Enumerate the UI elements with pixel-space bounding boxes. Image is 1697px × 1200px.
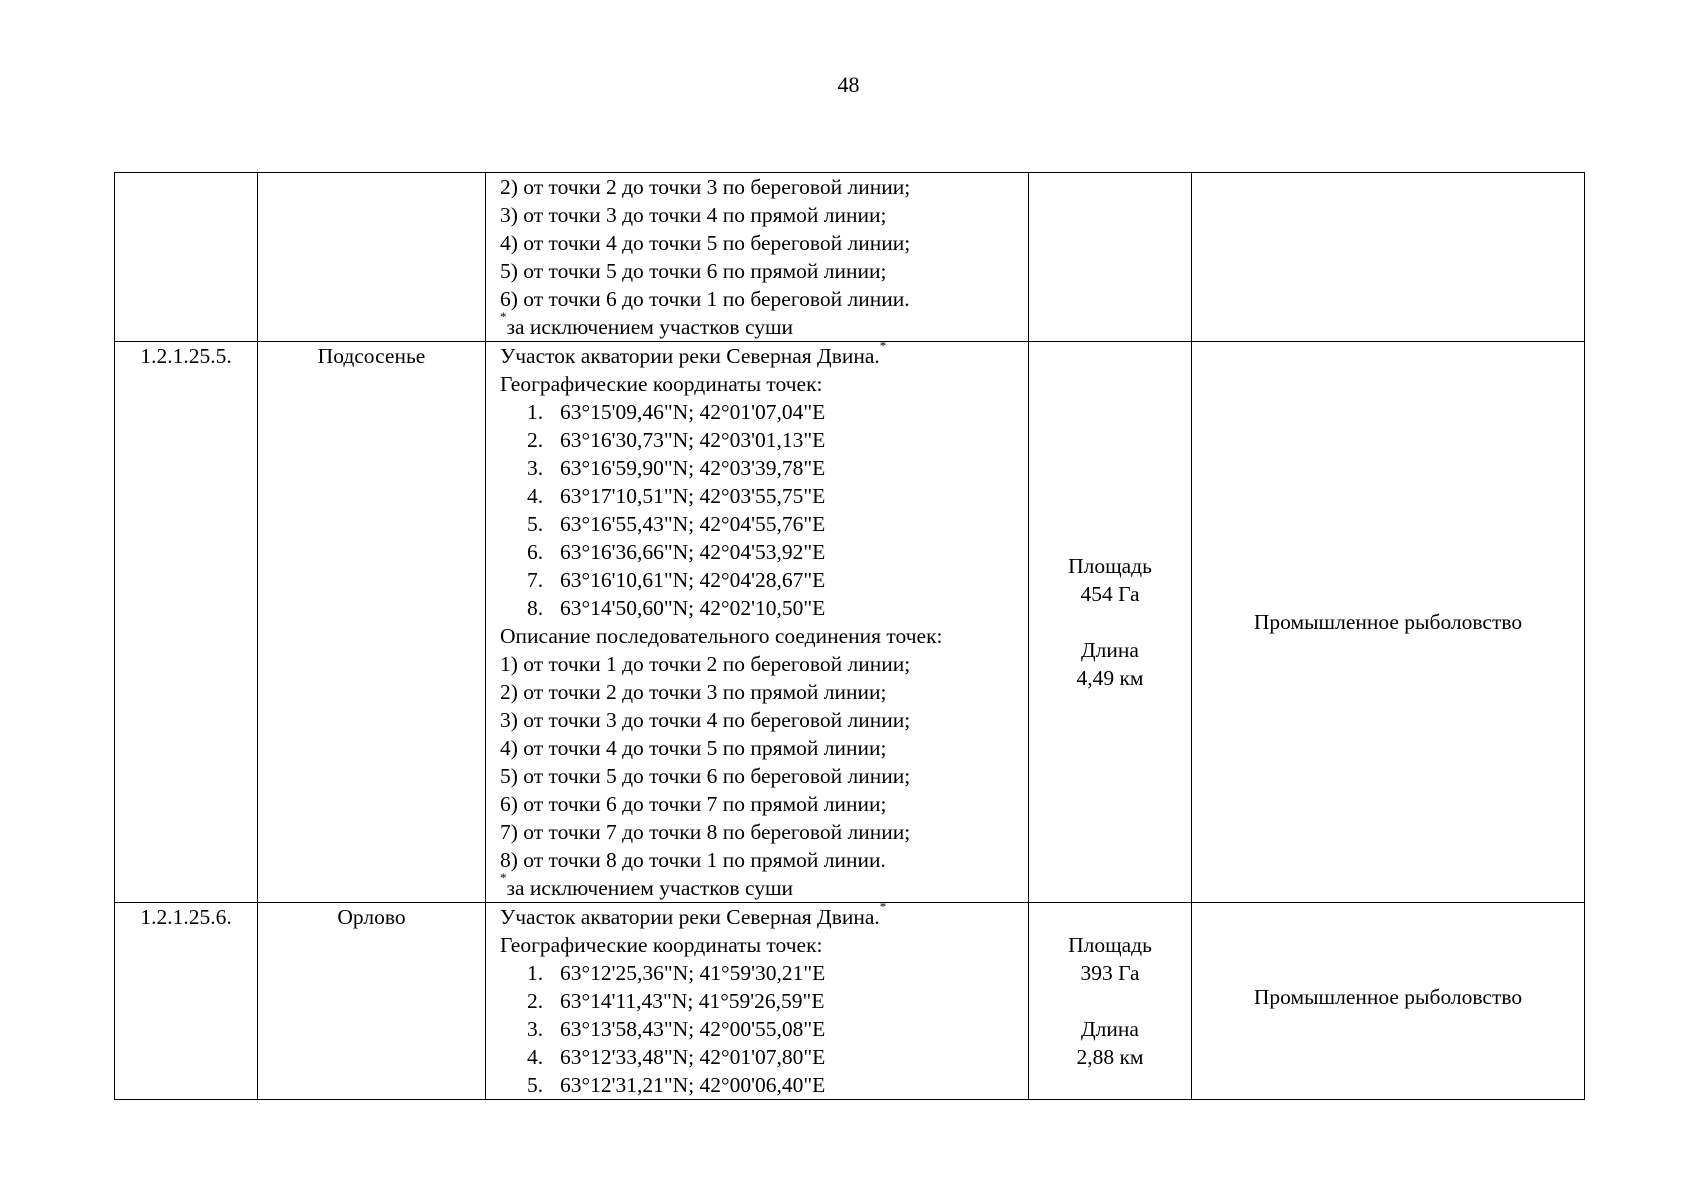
length-value: 2,88 км	[1076, 1045, 1144, 1069]
coordinate-number: 5.	[527, 512, 544, 536]
coordinate-number: 1.	[527, 961, 544, 985]
footnote	[500, 870, 1028, 902]
sequence-line: 6) от точки 6 до точки 7 по прямой линии;	[500, 792, 887, 816]
coordinate-number: 1.	[527, 400, 544, 424]
fishing-areas-table	[114, 172, 1585, 1100]
spacer	[1029, 987, 1191, 1015]
coordinate-value: 63°14'11,43"N; 41°59'26,59"E	[560, 989, 825, 1013]
area-name: Подсосенье	[258, 342, 486, 903]
coordinate-number: 8.	[527, 596, 544, 620]
sequence-line: 1) от точки 1 до точки 2 по береговой линии;	[500, 652, 911, 676]
coords-heading: Географические координаты точек:	[500, 372, 823, 396]
coordinate-item	[500, 398, 1028, 426]
coordinate-value: 63°16'55,43"N; 42°04'55,76"E	[560, 512, 826, 536]
page-number: 48	[837, 72, 860, 97]
table-row	[115, 342, 1585, 903]
area-title	[500, 338, 1028, 370]
sequence-heading: Описание последовательного соединения точек:	[500, 624, 943, 648]
sequence-line: 3) от точки 3 до точки 4 по прямой линии;	[500, 203, 887, 227]
description-cell	[486, 338, 1029, 903]
type-cell	[1192, 173, 1585, 342]
size-cell	[1029, 903, 1192, 1100]
area-label: Площадь	[1068, 554, 1152, 578]
sequence-line: 2) от точки 2 до точки 3 по прямой линии;	[500, 680, 887, 704]
footnote	[500, 309, 1028, 341]
area-title	[500, 899, 1028, 931]
coordinate-value: 63°12'31,21"N; 42°00'06,40"E	[560, 1073, 826, 1097]
coordinate-value: 63°13'58,43"N; 42°00'55,08"E	[560, 1017, 826, 1041]
coordinate-value: 63°17'10,51"N; 42°03'55,75"E	[560, 484, 826, 508]
sequence-line: 2) от точки 2 до точки 3 по береговой линии;	[500, 175, 911, 199]
area-value: 393 Га	[1080, 961, 1140, 985]
footnote-text: за исключением участков суши	[506, 315, 794, 339]
length-value: 4,49 км	[1076, 666, 1144, 690]
area-name: Орлово	[258, 903, 486, 1100]
coordinate-value: 63°12'33,48"N; 42°01'07,80"E	[560, 1045, 826, 1069]
spacer	[1029, 608, 1191, 636]
sequence-line: 8) от точки 8 до точки 1 по прямой линии.	[500, 848, 886, 872]
coordinate-item	[500, 538, 1028, 566]
coordinate-item	[500, 454, 1028, 482]
title-footnote-mark: *	[879, 899, 887, 914]
footnote-text: за исключением участков суши	[506, 876, 794, 900]
area-title-text: Участок акватории реки Северная Двина.	[500, 344, 880, 368]
coordinate-number: 6.	[527, 540, 544, 564]
coordinate-item	[500, 1043, 1028, 1071]
coordinate-item	[500, 1071, 1028, 1099]
coordinate-value: 63°16'36,66"N; 42°04'53,92"E	[560, 540, 826, 564]
coordinate-value: 63°16'30,73"N; 42°03'01,13"E	[560, 428, 826, 452]
fishing-type: Промышленное рыболовство	[1192, 903, 1585, 1100]
coordinate-item	[500, 959, 1028, 987]
coordinate-value: 63°14'50,60"N; 42°02'10,50"E	[560, 596, 826, 620]
sequence-line: 4) от точки 4 до точки 5 по береговой линии;	[500, 231, 911, 255]
area-code: 1.2.1.25.6.	[115, 903, 258, 1100]
description-cell	[486, 899, 1029, 1100]
sequence-line: 4) от точки 4 до точки 5 по прямой линии;	[500, 736, 887, 760]
coordinate-item	[500, 510, 1028, 538]
coordinate-item	[500, 426, 1028, 454]
footnote-mark: *	[500, 309, 507, 324]
area-code: 1.2.1.25.5.	[115, 342, 258, 903]
coordinate-number: 3.	[527, 456, 544, 480]
sequence-line: 6) от точки 6 до точки 1 по береговой линии.	[500, 287, 910, 311]
coords-heading: Географические координаты точек:	[500, 933, 823, 957]
coordinate-number: 4.	[527, 484, 544, 508]
code-cell	[115, 173, 258, 342]
coordinate-item	[500, 566, 1028, 594]
table-row	[115, 903, 1585, 1100]
footnote-mark: *	[500, 870, 507, 885]
coordinate-value: 63°16'59,90"N; 42°03'39,78"E	[560, 456, 826, 480]
size-cell	[1029, 342, 1192, 903]
coordinate-number: 7.	[527, 568, 544, 592]
fishing-type: Промышленное рыболовство	[1192, 342, 1585, 903]
coordinate-value: 63°12'25,36"N; 41°59'30,21"E	[560, 961, 826, 985]
coordinate-number: 4.	[527, 1045, 544, 1069]
coordinate-number: 2.	[527, 989, 544, 1013]
name-cell	[258, 173, 486, 342]
coordinate-number: 3.	[527, 1017, 544, 1041]
size-cell	[1029, 173, 1192, 342]
title-footnote-mark: *	[879, 338, 887, 353]
area-label: Площадь	[1068, 933, 1152, 957]
area-value: 454 Га	[1080, 582, 1140, 606]
length-label: Длина	[1081, 1017, 1139, 1041]
coordinate-value: 63°16'10,61"N; 42°04'28,67"E	[560, 568, 826, 592]
coordinate-item	[500, 1015, 1028, 1043]
sequence-line: 5) от точки 5 до точки 6 по прямой линии;	[500, 259, 887, 283]
coordinate-number: 2.	[527, 428, 544, 452]
coordinate-item	[500, 987, 1028, 1015]
coordinate-item	[500, 594, 1028, 622]
coordinate-item	[500, 482, 1028, 510]
sequence-line: 7) от точки 7 до точки 8 по береговой линии;	[500, 820, 911, 844]
sequence-line: 5) от точки 5 до точки 6 по береговой линии;	[500, 764, 911, 788]
description-cell	[486, 173, 1029, 342]
coordinate-number: 5.	[527, 1073, 544, 1097]
area-title-text: Участок акватории реки Северная Двина.	[500, 905, 880, 929]
table-row-continuation	[115, 173, 1585, 342]
coordinate-value: 63°15'09,46"N; 42°01'07,04"E	[560, 400, 826, 424]
length-label: Длина	[1081, 638, 1139, 662]
sequence-line: 3) от точки 3 до точки 4 по береговой линии;	[500, 708, 911, 732]
